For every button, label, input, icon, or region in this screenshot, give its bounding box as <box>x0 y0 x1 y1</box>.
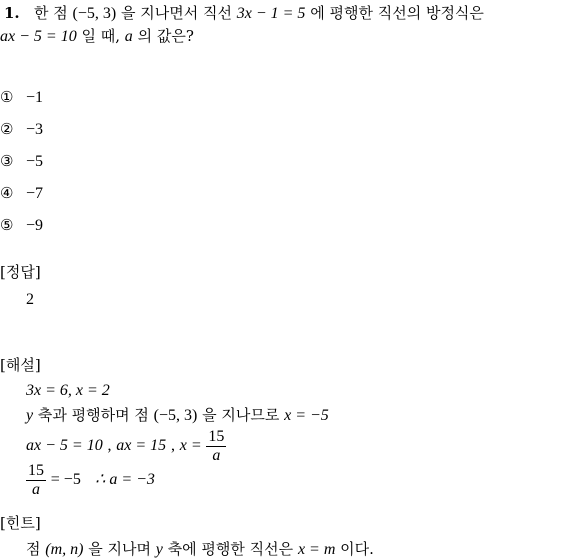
explanation-line-2 <box>26 405 329 426</box>
hint-text: 점 <box>26 540 41 558</box>
choice-2[interactable] <box>0 119 43 140</box>
explanation-conclusion: ∴ a = −3 <box>95 471 155 488</box>
question-target-equation: ax − 5 = 10 <box>0 28 77 45</box>
explanation-equation: ax − 5 = 10 <box>26 437 103 454</box>
choice-value: −9 <box>26 217 44 234</box>
explanation-separator: , <box>107 437 112 454</box>
hint-text: 이다. <box>340 540 374 558</box>
explanation-equation: 3x = 6, x = 2 <box>26 382 110 399</box>
choice-value: −1 <box>26 89 44 106</box>
choice-5[interactable] <box>0 215 43 236</box>
hint-heading: [힌트] <box>0 514 41 532</box>
answer-heading: [정답] <box>0 263 41 281</box>
explanation-equation: = −5 <box>50 471 81 488</box>
choice-1[interactable] <box>0 87 43 108</box>
explanation-line-1 <box>26 380 110 401</box>
question-text: 한 점 <box>33 4 68 22</box>
choice-value: −5 <box>26 153 44 170</box>
choice-3[interactable] <box>0 151 43 172</box>
explanation-text: 축과 평행하며 점 <box>37 406 149 424</box>
hint-variable: y <box>155 541 163 558</box>
question-point: (−5, 3) <box>72 5 117 22</box>
hint-text: 을 지나며 <box>88 540 152 558</box>
choice-value: −3 <box>26 121 44 138</box>
choice-mark: ④ <box>0 184 14 202</box>
question-text: 을 지나면서 직선 <box>120 4 232 22</box>
question-text: 일 때, <box>81 27 121 45</box>
fraction-numerator: 15 <box>28 461 44 479</box>
hint-line <box>26 539 374 560</box>
fraction-denominator: a <box>212 446 221 464</box>
question-line-equation: 3x − 1 = 5 <box>236 5 306 22</box>
question-text: 에 평행한 직선의 방정식은 <box>310 4 484 22</box>
answer-value <box>26 289 34 310</box>
choice-mark: ③ <box>0 152 14 170</box>
explanation-equation: x = <box>179 437 202 454</box>
choice-value: −7 <box>26 185 44 202</box>
question-line-1 <box>4 3 484 24</box>
choice-mark: ⑤ <box>0 216 14 234</box>
question-number: 1. <box>4 4 20 22</box>
choice-4[interactable] <box>0 183 43 204</box>
question-text: 의 값은? <box>137 27 194 45</box>
explanation-equation: x = −5 <box>284 407 329 424</box>
explanation-line-4 <box>26 458 155 501</box>
explanation-equation: ax = 15 <box>116 437 167 454</box>
fraction-numerator: 15 <box>208 427 225 445</box>
hint-equation: x = m <box>297 541 336 558</box>
explanation-separator: , <box>170 437 175 454</box>
hint-point: (m, n) <box>45 541 84 558</box>
fraction-denominator: a <box>32 480 40 498</box>
explanation-variable: y <box>26 407 34 424</box>
fraction <box>206 428 226 465</box>
answer-number: 2 <box>26 291 34 308</box>
explanation-point: (−5, 3) <box>153 407 198 424</box>
question-line-2 <box>0 26 194 47</box>
choice-mark: ① <box>0 88 14 106</box>
hint-text: 축에 평행한 직선은 <box>167 540 294 558</box>
explanation-text: 을 지나므로 <box>202 406 280 424</box>
fraction <box>26 462 46 499</box>
explanation-heading: [해설] <box>0 356 41 374</box>
choice-mark: ② <box>0 120 14 138</box>
question-variable: a <box>124 28 133 45</box>
